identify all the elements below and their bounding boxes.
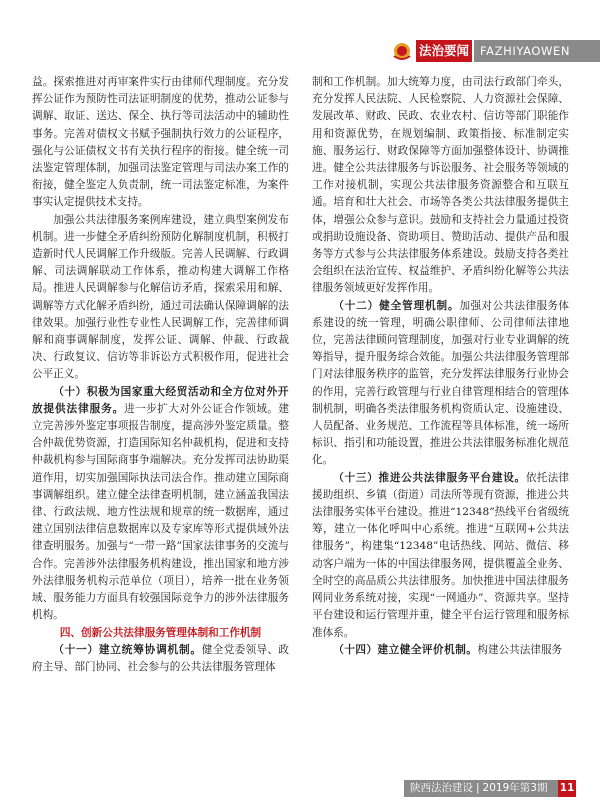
paragraph: 加强公共法律服务案例库建设，建立典型案例发布机制。进一步健全矛盾纠纷预防化解制度机制，积极打造新时代人民调解工作升级版。完善人民调解、行政调解、司法调解联动工作体系，推动构建大调解工作格局。推进人民调解参与化解信访矛盾，探索采用和解、调解等方式化解矛盾纠纷，通过司法确认保障调解的法律效果。加强行业性专业性人民调解工作，完善律师调解和商事调解制度，发挥公证、调解、仲裁、行政裁决、行政复议、信访等非诉讼方式积极作用，促进社会公平正义。 [32, 213, 289, 381]
page-number: 11 [558, 780, 576, 797]
paragraph-text: 构建公共法律服务 [477, 643, 563, 656]
section-label: 法治要闻 [416, 40, 472, 62]
section-heading: （十一）建立统筹协调机制。 [53, 643, 202, 656]
paragraph [312, 470, 569, 642]
paragraph: 益。探索推进对再审案件实行由律师代理制度。充分发挥公证作为预防性司法证明制度的优势，推动公证参与调解、取证、送达、保全、执行等司法活动中的辅助性事务。完善对债权文书赋予强制执行效力的公证程序，强化与公证债权文书有关执行程序的衔接。健全统一司法鉴定管理体制，加强司法鉴定管理与司法办案工作的衔接，健全鉴定人负责制，统一司法鉴定标准，为案件事实认定提供技术支持。 [32, 76, 289, 209]
paragraph [312, 642, 569, 659]
emblem-logo-icon [390, 40, 414, 62]
paragraph [32, 642, 289, 676]
footer-separator: | [476, 782, 480, 794]
section-heading: （十三）推进公共法律服务平台建设。 [333, 471, 526, 484]
paragraph-text: 健全党委领导、政府主导、部门协同、社会参与的公共法律服务管理体 [32, 643, 290, 673]
left-column [32, 74, 289, 676]
section-heading: （十）积极为国家重大经贸活动和全方位对外开放提供法律服务。 [32, 385, 289, 415]
section-heading: （十四）建立健全评价机制。 [333, 643, 478, 656]
page-header [390, 40, 600, 62]
paragraph [312, 298, 569, 470]
publication-name: 陕西法治建设 [410, 782, 473, 794]
paragraph-text: 加强对公共法律服务体系建设的统一管理，明确公职律师、公司律师法律地位，完善法律顾问管理制度，加强对行业专业调解的统筹指导，提升服务综合效能。加强公共法律服务管理部门对法律服务秩序的监管，充分发挥法律服务行业协会的作用，完善行政管理与行业自律管理相结合的管理体制机制，明确各类法律服务机构资质认定、设施建设、人员配备、业务规范、工作流程等具体标准，统一场所标识、指引和功能设置，推进公共法律服务标准化规范化。 [312, 299, 570, 467]
right-column [312, 74, 569, 659]
paragraph-text: 进一步扩大对外公证合作领域。建立完善涉外鉴定事项报告制度，提高涉外鉴定质量。整合仲裁优势资源，打造国际知名仲裁机构，促进和支持仲裁机构参与国际商事争端解决。充分发挥司法协助渠道作用，切实加强国际执法司法合作。推动建立国际商事调解组织。建立健全法律查明机制，建立涵盖我国法律、行政法规、地方性法规和规章的统一数据库，通过建立国别法律信息数据库以及专家库等形式提供域外法律查明服务。加强与“一带一路”国家法律事务的交流与合作。完善涉外法律服务机构建设，推出国家和地方涉外法律服务机构示范单位（项目），培养一批在业务领域、服务能力方面具有较强国际竞争力的涉外法律服务机构。 [32, 402, 290, 622]
page-footer [404, 780, 576, 797]
section-heading: （十二）健全管理机制。 [333, 299, 460, 312]
issue-label: 2019年第3期 [482, 782, 548, 794]
chapter-heading: 四、创新公共法律服务管理体制和工作机制 [59, 626, 262, 639]
paragraph: 制和工作机制。加大统筹力度，由司法行政部门牵头，充分发挥人民法院、人民检察院、人力资源社会保障、发展改革、财政、民政、农业农村、信访等部门职能作用和资源优势，在规划编制、政策指接、标准制定实施、服务运行、财政保障等方面加强整体设计、协调推进。健全公共法律服务与诉讼服务、社会服务等领域的工作对接机制，实现公共法律服务资源整合和互联互通。培育和壮大社会、市场等各类公共法律服务提供主体，增强公众参与意识。鼓励和支持社会力量通过投资或捐助设施设备、资助项目、赞助活动、提供产品和服务等方式参与公共法律服务体系建设。鼓励支持各类社会组织在法治宣传、权益维护、矛盾纠纷化解等公共法律服务领域更好发挥作用。 [312, 76, 569, 295]
paragraph [32, 384, 289, 625]
section-pinyin: FAZHIYAOWEN [474, 40, 600, 62]
paragraph-text: 依托法律援助组织、乡镇（街道）司法所等现有资源，推进公共法律服务实体平台建设。推进“12348”热线平台省级统筹，建立一体化呼叫中心系统。推进“互联网+公共法律服务”，构建集“12348”电话热线、网站、微信、移动客户端为一体的中国法律服务网，提供覆盖全业务、全时空的高品质公共法律服务。加快推进中国法律服务网同业务系统对接，实现“一网通办”、资源共享。坚持平台建设和运行管理并重，健全平台运行管理和服务标准体系。 [312, 471, 570, 639]
